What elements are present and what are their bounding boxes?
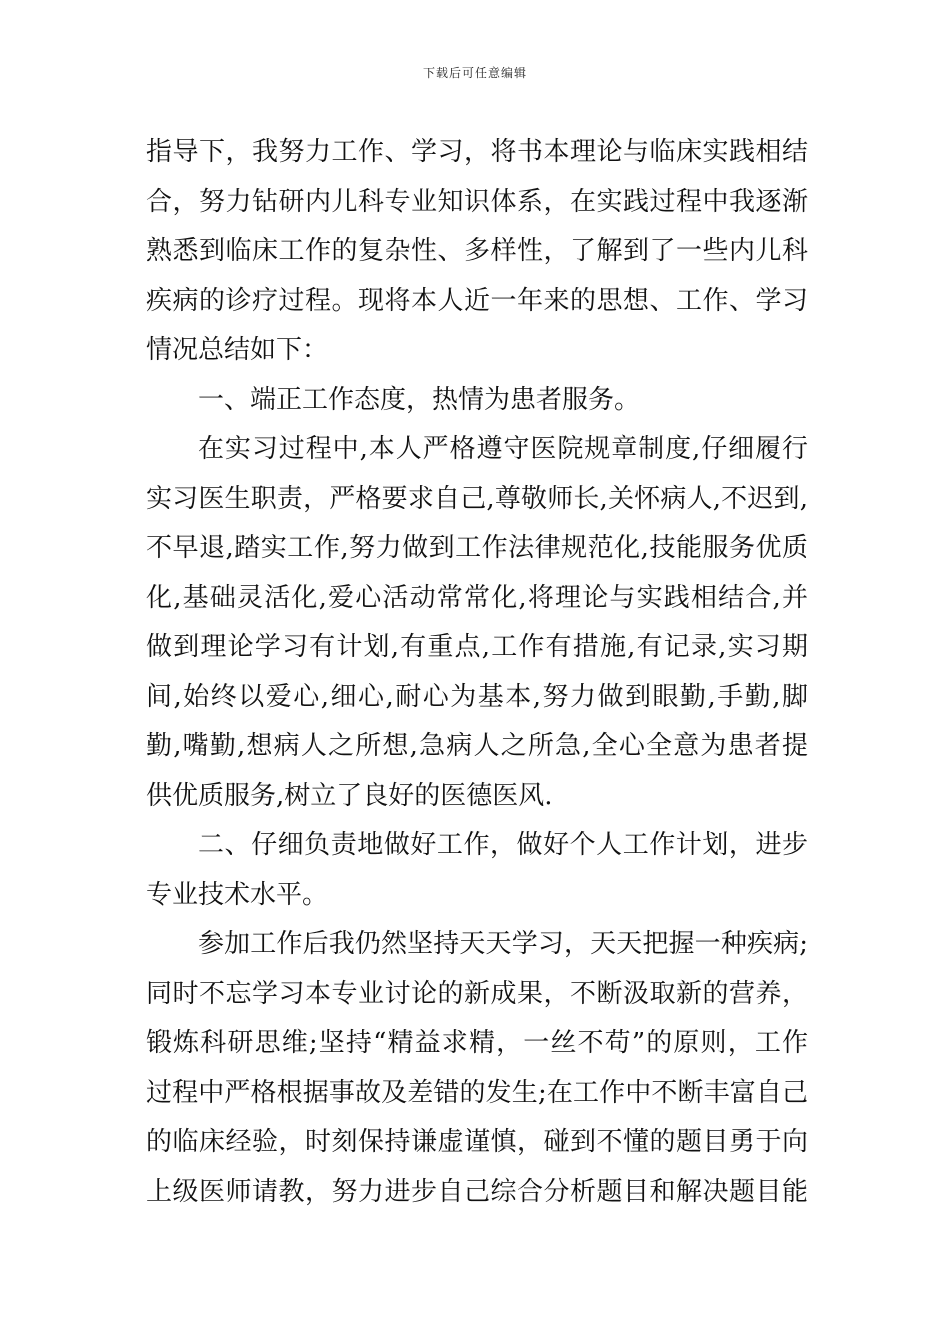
text-line: 化,基础灵活化,爱心活动常常化,将理论与实践相结合,并 [146,582,808,613]
text-line: 参加工作后我仍然坚持天天学习，天天把握一种疾病; [198,929,808,959]
text-line: 疾病的诊疗过程。现将本人近一年来的思想、工作、学习 [146,285,808,316]
text-line: 在实习过程中,本人严格遵守医院规章制度,仔细履行 [198,434,808,464]
section-heading: 一、端正工作态度，热情为患者服务。 [198,384,641,415]
text-line: 不早退,踏实工作,努力做到工作法律规范化,技能服务优质 [146,533,808,563]
text-line: 间,始终以爱心,细心,耐心为基本,努力做到眼勤,手勤,脚 [146,681,808,712]
text-line: 指导下，我努力工作、学习，将书本理论与临床实践相结 [146,137,808,167]
text-line: 专业技术水平。 [146,879,329,910]
text-line: 过程中严格根据事故及差错的发生;在工作中不断丰富自己 [146,1077,808,1108]
text-line: 上级医师请教，努力进步自己综合分析题目和解决题目能 [146,1176,808,1207]
document-body [146,128,808,1217]
text-line: 实习医生职责，严格要求自己,尊敬师长,关怀病人,不迟到, [146,483,808,514]
text-line: 同时不忘学习本专业讨论的新成果，不断汲取新的营养， [146,978,808,1009]
section-heading: 二、仔细负责地做好工作，做好个人工作计划，进步 [198,830,808,860]
page-header: 下载后可任意编辑 [422,66,527,80]
text-line: 情况总结如下： [146,335,329,365]
text-line: 锻炼科研思维;坚持“精益求精，一丝不苟”的原则，工作 [146,1028,808,1058]
text-line: 合，努力钻研内儿科专业知识体系，在实践过程中我逐渐 [146,186,808,217]
text-line: 做到理论学习有计划,有重点,工作有措施,有记录,实习期 [146,632,808,662]
text-line: 勤,嘴勤,想病人之所想,急病人之所急,全心全意为患者提 [146,731,808,761]
text-line: 的临床经验，时刻保持谦虚谨慎，碰到不懂的题目勇于向 [146,1127,808,1157]
text-line: 供优质服务,树立了良好的医德医风. [146,780,553,811]
text-line: 熟悉到临床工作的复杂性、多样性，了解到了一些内儿科 [146,236,808,266]
